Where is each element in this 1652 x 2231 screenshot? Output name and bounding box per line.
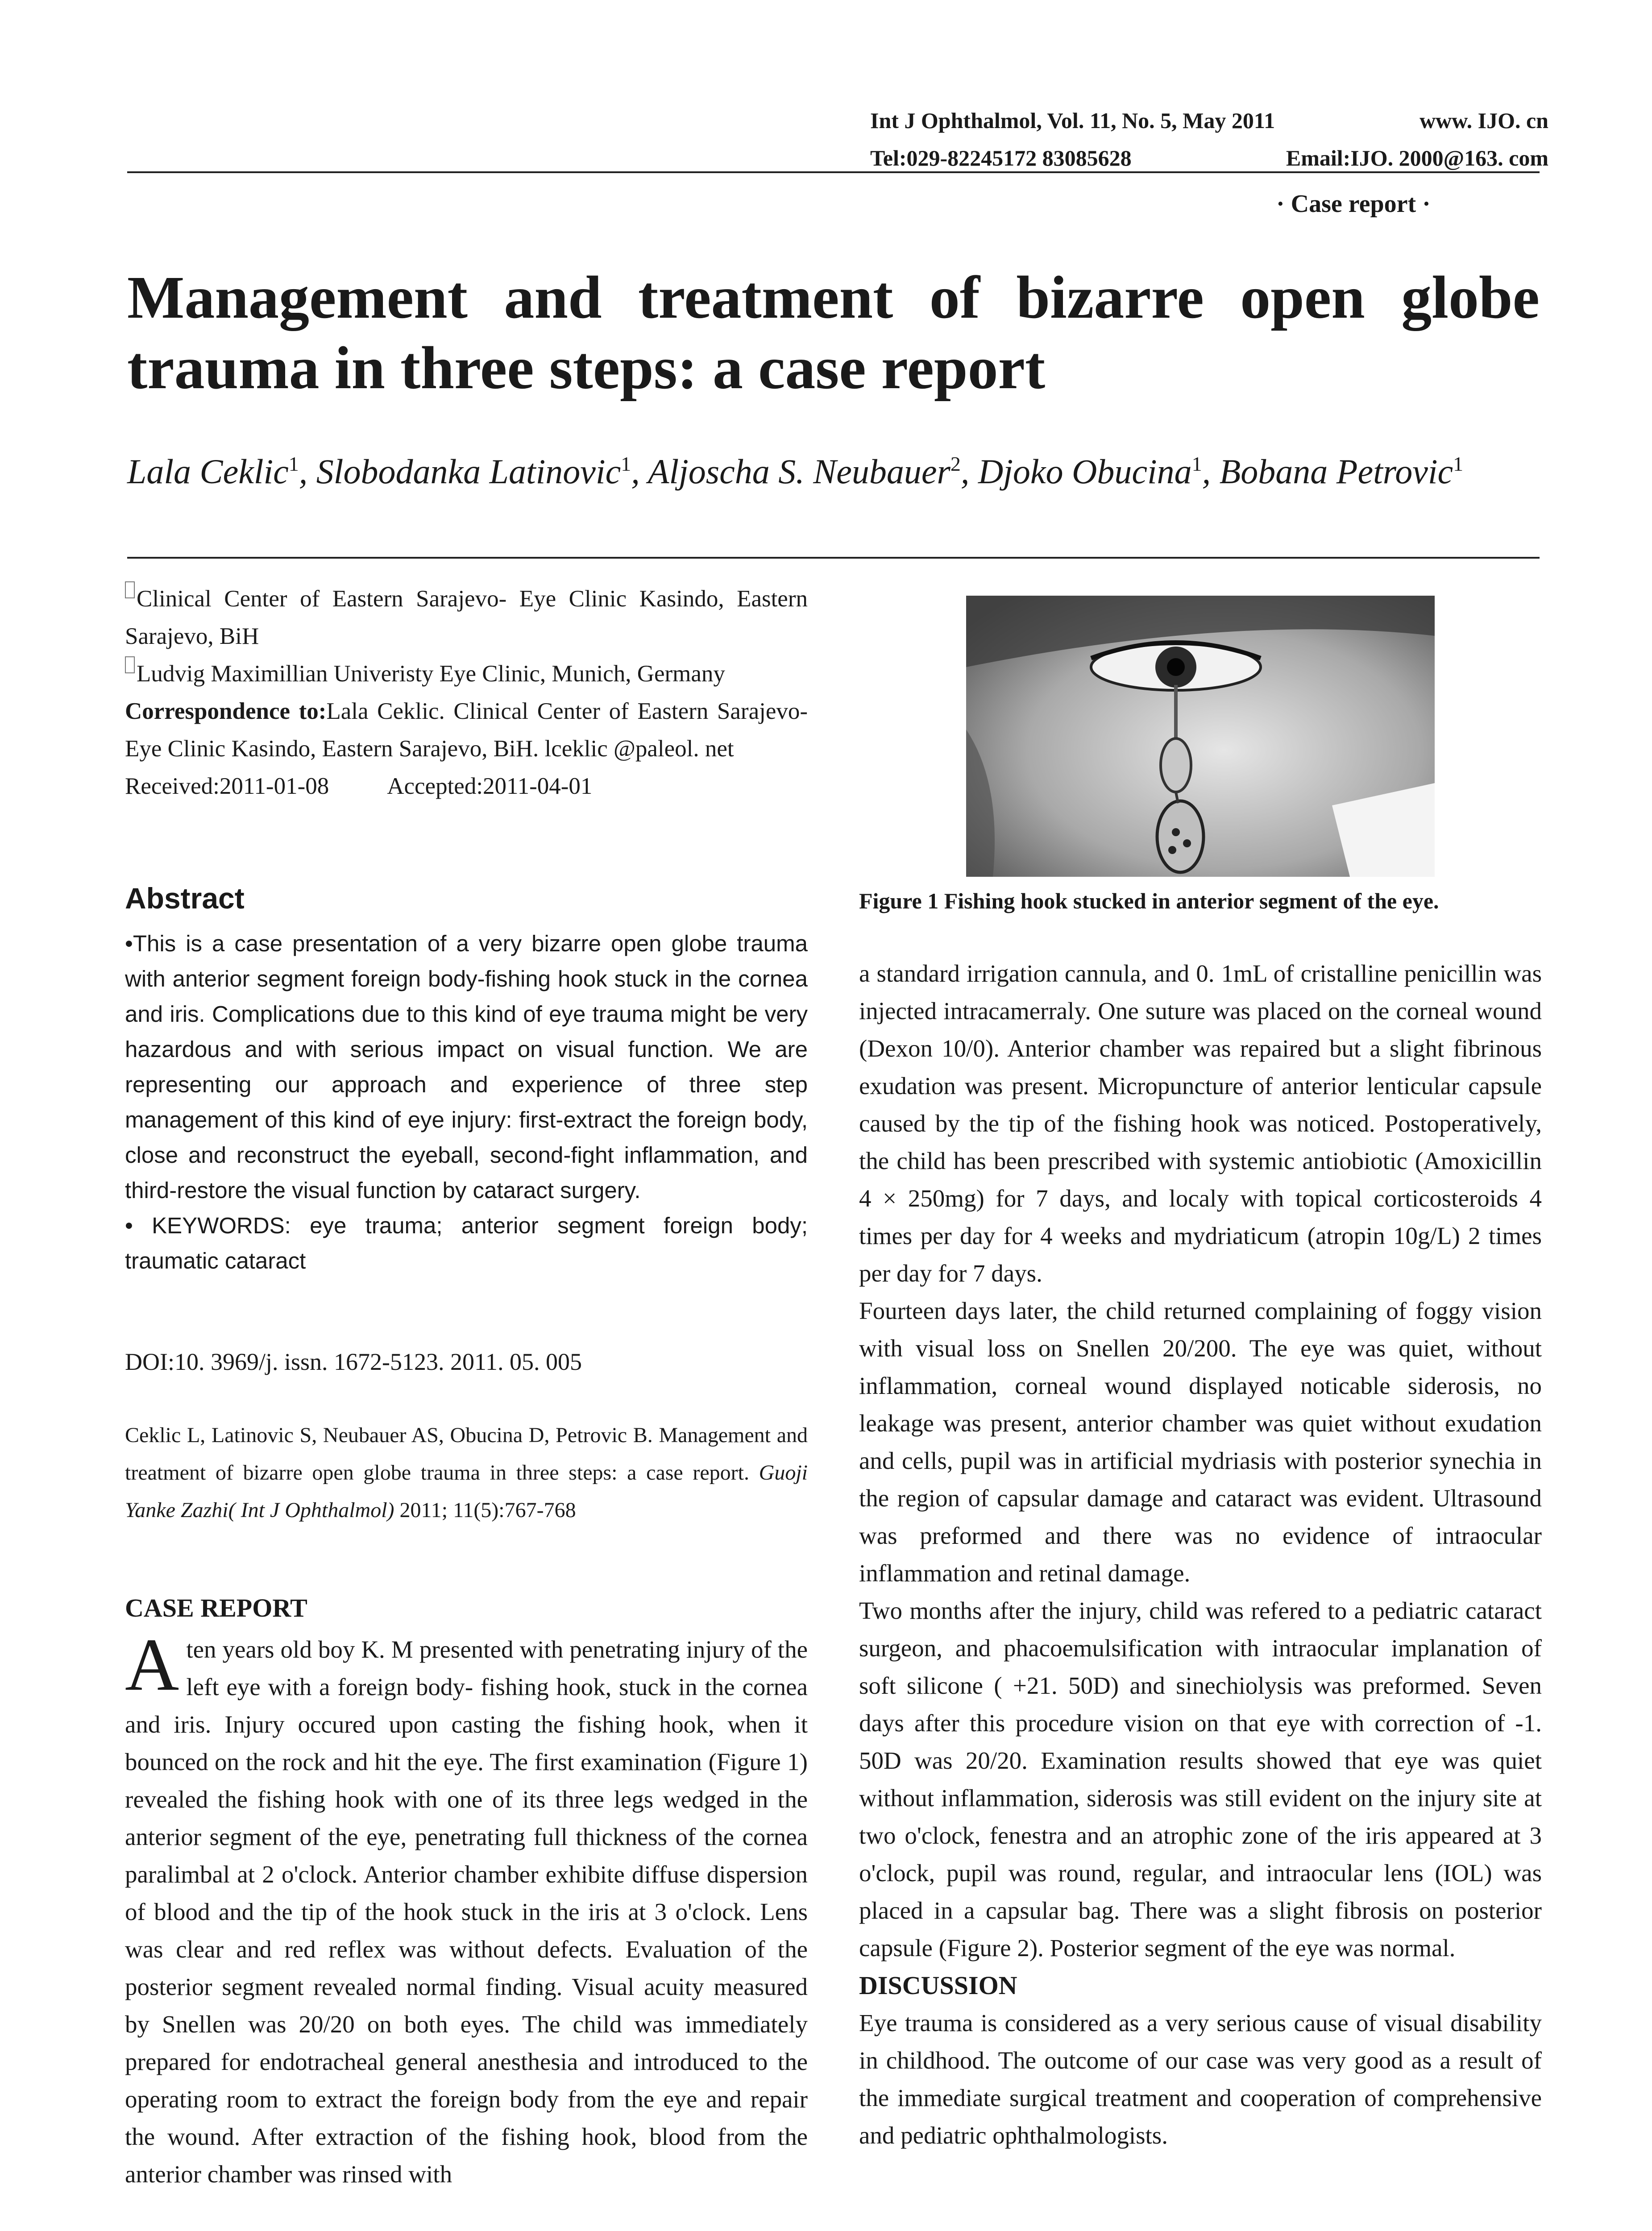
- accepted-date: Accepted:2011-04-01: [387, 773, 593, 799]
- affiliation-marker-icon: [125, 656, 135, 673]
- affiliation-2: Ludvig Maximillian Univeristy Eye Clinic, Munich, Germany: [125, 655, 808, 693]
- journal-website: www. IJO. cn: [1420, 108, 1548, 133]
- correspondence-text: Lala Ceklic. Clinical Center of Eastern Sarajevo-Eye Clinic Kasindo, Eastern Sarajevo, BiH. lceklic @paleol. net: [125, 698, 808, 762]
- correspondence-label: Correspondence to:: [125, 698, 327, 724]
- author-affiliation-marker: 1: [1453, 452, 1464, 475]
- title-word: of: [929, 264, 980, 331]
- paragraph: Fourteen days later, the child returned complaining of foggy vision with visual loss on Snellen 20/200. The eye was quiet, without inflammation, corneal wound displayed noticable siderosis, no leakage was present, anterior chamber was quiet without exudation and cells, pupil was in artificial mydriasis with posterior synechia in the region of capsular damage and cataract was evident. Ultrasound was preformed and there was no evidence of intraocular inflammation and retinal damage.: [859, 1297, 1542, 1587]
- figure-1-caption: Figure 1 Fishing hook stucked in anterior segment of the eye.: [859, 888, 1439, 913]
- discussion-heading: DISCUSSION: [859, 1971, 1017, 2000]
- author-name: Aljoscha S. Neubauer: [648, 452, 951, 491]
- case-report-heading: CASE REPORT: [125, 1593, 307, 1622]
- section-label: · Case report ·: [1276, 190, 1431, 218]
- received-date: Received:2011-01-08: [125, 773, 329, 799]
- title-line-2: trauma in three steps: a case report: [127, 335, 1046, 402]
- citation-pages: 2011; 11(5):767-768: [399, 1498, 576, 1522]
- paragraph: a standard irrigation cannula, and 0. 1mL of cristalline penicillin was injected intracamerraly. One suture was placed on the corneal wound (Dexon 10/0). Anterior chamber was repaired but a slight fibrinous exudation was present. Micropuncture of anterior lenticular capsule caused by the tip of the fishing hook was noticed. Postoperatively, the child has been prescribed with systemic antiobiotic (Amoxicillin 4 × 250mg) for 7 days, and localy with topical corticosteroids 4 times per day for 4 weeks and mydriaticum (atropin 10g/L) 2 times per day for 7 days.: [859, 960, 1542, 1287]
- case-report-body: [125, 1623, 808, 2193]
- doi: DOI:10. 3969/j. issn. 1672-5123. 2011. 05. 005: [125, 1348, 582, 1375]
- figure-1-photo: [966, 596, 1435, 877]
- citation-text: Ceklic L, Latinovic S, Neubauer AS, Obucina D, Petrovic B. Management and treatment of bizarre open globe trauma in three steps: a case report.: [125, 1423, 808, 1485]
- author-name: Lala Ceklic: [127, 452, 289, 491]
- dates: [125, 767, 808, 805]
- eye-photo-illustration: [966, 596, 1435, 877]
- discussion-text: Eye trauma is considered as a very serious cause of visual disability in childhood. The outcome of our case was very good as a result of the immediate surgical treatment and cooperation of comprehensive and pediatric ophthalmologists.: [859, 2009, 1542, 2149]
- drop-cap: A: [125, 1623, 179, 1706]
- author-list: Lala Ceklic$^1$, Slobodanka Latinovic$^1$, Aljoscha S. Neubauer$^2$, Djoko Obucina$^1$, Bobana Petrovic$^1$: [127, 452, 1464, 491]
- authors-divider: [127, 557, 1540, 559]
- author-name: Slobodanka Latinovic: [316, 452, 621, 491]
- journal-email: Email:IJO. 2000@163. com: [1286, 145, 1548, 170]
- article-title: [127, 262, 1540, 403]
- author-affiliation-marker: 1: [288, 452, 299, 475]
- right-column-body: [859, 955, 1542, 2154]
- correspondence: [125, 693, 808, 767]
- author-name: Bobana Petrovic: [1219, 452, 1453, 491]
- title-word: open: [1240, 264, 1365, 331]
- title-word: treatment: [638, 264, 893, 331]
- journal-telephone: Tel:029-82245172 83085628: [870, 145, 1132, 170]
- paragraph: Two months after the injury, child was refered to a pediatric cataract surgeon, and phacoemulsification with intraocular implanation of soft silicone ( +21. 50D) and sinechiolysis was preformed. Seven days after this procedure vision on that eye with correction of -1. 50D was 20/20. Examination results showed that eye was quiet without inflammation, siderosis was still evident on the injury site at two o'clock, fenestra and an atrophic zone of the iris appeared at 3 o'clock, pupil was round, regular, and intraocular lens (IOL) was placed in a capsular bag. There was a slight fibrosis on posterior capsule (Figure 2). Posterior segment of the eye was normal.: [859, 1597, 1542, 1961]
- title-word: and: [504, 264, 602, 331]
- header-divider: [127, 171, 1540, 173]
- citation-journal: Guoji Yanke Zazhi( Int J Ophthalmol): [125, 1461, 808, 1522]
- citation-block: [125, 1417, 808, 1529]
- journal-header: [870, 102, 1548, 177]
- author-affiliation-marker: 1: [621, 452, 631, 475]
- affiliation-1: Clinical Center of Eastern Sarajevo- Eye Clinic Kasindo, Eastern Sarajevo, BiH: [125, 580, 808, 655]
- journal-citation-line: Int J Ophthalmol, Vol. 11, No. 5, May 2011: [870, 108, 1275, 133]
- author-name: Djoko Obucina: [978, 452, 1192, 491]
- keywords: • KEYWORDS: eye trauma; anterior segment foreign body; traumatic cataract: [125, 1213, 808, 1273]
- title-word: globe: [1401, 264, 1540, 331]
- abstract-heading: Abstract: [125, 882, 245, 915]
- title-line-1: [127, 262, 1540, 333]
- title-word: bizarre: [1016, 264, 1204, 331]
- abstract-body: [125, 926, 808, 1278]
- abstract-text: •This is a case presentation of a very bizarre open globe trauma with anterior segment foreign body-fishing hook stuck in the cornea and iris. Complications due to this kind of eye trauma might be very hazardous and with serious impact on visual function. We are representing our approach and experience of three step management of this kind of eye injury: first-extract the foreign body, close and reconstruct the eyeball, second-fight inflammation, and third-restore the visual function by cataract surgery.: [125, 931, 808, 1203]
- case-report-text: ten years old boy K. M presented with penetrating injury of the left eye with a foreign body- fishing hook, stuck in the cornea and iris. Injury occured upon casting the fishing hook, when it bounced on the rock and hit the eye. The first examination (Figure 1) revealed the fishing hook with one of its three legs wedged in the anterior segment of the eye, penetrating full thickness of the cornea paralimbal at 2 o'clock. Anterior chamber exhibite diffuse dispersion of blood and the tip of the hook stuck in the iris at 3 o'clock. Lens was clear and red reflex was without defects. Evaluation of the posterior segment revealed normal finding. Visual acuity measured by Snellen was 20/20 on both eyes. The child was immediately prepared for endotracheal general anesthesia and introduced to the operating room to extract the foreign body from the eye and repair the wound. After extraction of the fishing hook, blood from the anterior chamber was rinsed with: [125, 1636, 808, 2188]
- author-affiliation-marker: 1: [1191, 452, 1202, 475]
- affiliations-block: [125, 580, 808, 805]
- title-word: Management: [127, 264, 468, 331]
- affiliation-marker-icon: [125, 581, 135, 598]
- author-affiliation-marker: 2: [950, 452, 961, 475]
